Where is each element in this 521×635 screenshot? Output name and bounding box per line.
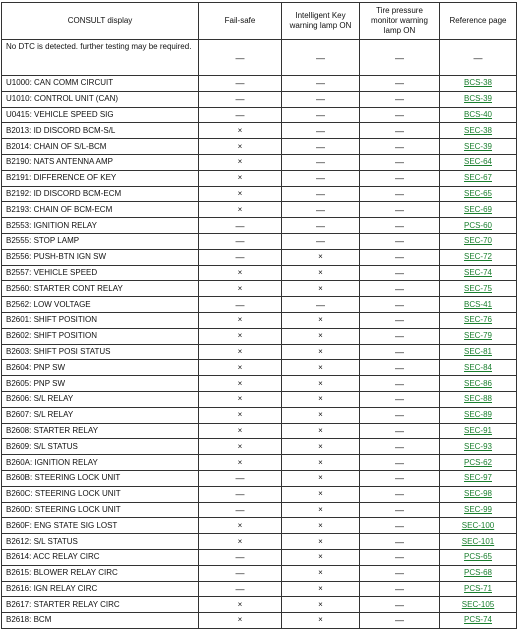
cell-fail-safe: —: [199, 297, 282, 313]
cell-fail-safe: ×: [199, 139, 282, 155]
cell-tire-lamp: —: [360, 470, 440, 486]
cell-fail-safe: ×: [199, 391, 282, 407]
cell-fail-safe: ×: [199, 455, 282, 471]
cell-consult-display: B2612: S/L STATUS: [2, 534, 199, 550]
cell-fail-safe: ×: [199, 344, 282, 360]
cell-reference-page: [440, 328, 517, 344]
cell-fail-safe: —: [199, 233, 282, 249]
cell-consult-display: B2193: CHAIN OF BCM-ECM: [2, 202, 199, 218]
table-row: [2, 518, 517, 534]
cell-key-lamp: ×: [282, 565, 360, 581]
reference-page-link[interactable]: SEC-99: [463, 504, 492, 514]
reference-page-link[interactable]: SEC-89: [463, 410, 492, 420]
reference-page-link[interactable]: SEC-67: [463, 173, 492, 183]
reference-page-link[interactable]: SEC-105: [461, 599, 495, 609]
cell-key-lamp: —: [282, 76, 360, 92]
table-row: [2, 423, 517, 439]
cell-reference-page: [440, 297, 517, 313]
table-row: [2, 470, 517, 486]
cell-key-lamp: ×: [282, 312, 360, 328]
cell-key-lamp: ×: [282, 455, 360, 471]
cell-key-lamp: ×: [282, 597, 360, 613]
cell-tire-lamp: —: [360, 376, 440, 392]
cell-reference-page: [440, 407, 517, 423]
table-row: [2, 549, 517, 565]
reference-page-link[interactable]: SEC-97: [463, 473, 492, 483]
dtc-table-container: [1, 2, 517, 629]
cell-reference-page: [440, 154, 517, 170]
reference-page-link[interactable]: PCS-71: [463, 583, 492, 593]
cell-tire-lamp: —: [360, 218, 440, 234]
cell-consult-display: B2607: S/L RELAY: [2, 407, 199, 423]
cell-tire-lamp: —: [360, 233, 440, 249]
cell-tire-lamp: —: [360, 265, 440, 281]
cell-reference-page: [440, 233, 517, 249]
cell-tire-lamp: —: [360, 613, 440, 629]
table-row: [2, 40, 517, 76]
cell-key-lamp: ×: [282, 486, 360, 502]
cell-reference-page: [440, 391, 517, 407]
cell-tire-lamp: —: [360, 360, 440, 376]
table-row: [2, 344, 517, 360]
reference-page-link[interactable]: SEC-74: [463, 267, 492, 277]
table-row: [2, 391, 517, 407]
reference-page-link[interactable]: PCS-65: [463, 552, 492, 562]
cell-consult-display: B2614: ACC RELAY CIRC: [2, 549, 199, 565]
cell-fail-safe: —: [199, 76, 282, 92]
cell-tire-lamp: —: [360, 107, 440, 123]
cell-fail-safe: —: [199, 486, 282, 502]
cell-consult-display: B2013: ID DISCORD BCM-S/L: [2, 123, 199, 139]
cell-key-lamp: ×: [282, 344, 360, 360]
table-row: [2, 534, 517, 550]
cell-consult-display: B2556: PUSH-BTN IGN SW: [2, 249, 199, 265]
cell-tire-lamp: —: [360, 328, 440, 344]
reference-page-link[interactable]: BCS-39: [463, 94, 492, 104]
table-row: [2, 107, 517, 123]
cell-key-lamp: ×: [282, 518, 360, 534]
cell-reference-page: [440, 312, 517, 328]
cell-reference-page: [440, 470, 517, 486]
table-row: [2, 502, 517, 518]
table-row: [2, 297, 517, 313]
cell-consult-display: B2190: NATS ANTENNA AMP: [2, 154, 199, 170]
reference-page-link[interactable]: SEC-75: [463, 283, 492, 293]
reference-page-link[interactable]: SEC-39: [463, 141, 492, 151]
table-row: [2, 139, 517, 155]
cell-fail-safe: ×: [199, 439, 282, 455]
cell-reference-page: [440, 107, 517, 123]
cell-key-lamp: —: [282, 202, 360, 218]
cell-fail-safe: ×: [199, 376, 282, 392]
cell-reference-page: [440, 534, 517, 550]
cell-tire-lamp: —: [360, 170, 440, 186]
cell-fail-safe: ×: [199, 328, 282, 344]
cell-consult-display: U1000: CAN COMM CIRCUIT: [2, 76, 199, 92]
cell-consult-display: B2192: ID DISCORD BCM-ECM: [2, 186, 199, 202]
cell-consult-display: B2606: S/L RELAY: [2, 391, 199, 407]
header-intelligent-key-lamp: Intelligent Key warning lamp ON: [282, 3, 360, 40]
cell-fail-safe: —: [199, 107, 282, 123]
cell-tire-lamp: —: [360, 186, 440, 202]
cell-tire-lamp: —: [360, 281, 440, 297]
table-row: [2, 581, 517, 597]
cell-fail-safe: ×: [199, 123, 282, 139]
cell-fail-safe: ×: [199, 202, 282, 218]
cell-reference-page: [440, 455, 517, 471]
header-tire-pressure-lamp: Tire pressure monitor warning lamp ON: [360, 3, 440, 40]
cell-reference-page: [440, 486, 517, 502]
cell-tire-lamp: —: [360, 344, 440, 360]
cell-tire-lamp: —: [360, 139, 440, 155]
cell-reference-page: —: [440, 40, 517, 76]
cell-tire-lamp: —: [360, 439, 440, 455]
cell-consult-display: B2014: CHAIN OF S/L-BCM: [2, 139, 199, 155]
cell-fail-safe: —: [199, 565, 282, 581]
table-row: [2, 233, 517, 249]
table-row: [2, 376, 517, 392]
cell-key-lamp: ×: [282, 360, 360, 376]
cell-fail-safe: ×: [199, 423, 282, 439]
cell-tire-lamp: —: [360, 581, 440, 597]
header-consult-display: CONSULT display: [2, 3, 199, 40]
cell-reference-page: [440, 139, 517, 155]
cell-tire-lamp: —: [360, 123, 440, 139]
cell-consult-display: B2604: PNP SW: [2, 360, 199, 376]
cell-tire-lamp: —: [360, 597, 440, 613]
cell-consult-display: No DTC is detected. further testing may be required.: [2, 40, 199, 76]
table-row: [2, 265, 517, 281]
reference-page-link[interactable]: SEC-86: [463, 378, 492, 388]
cell-tire-lamp: —: [360, 297, 440, 313]
cell-consult-display: B2601: SHIFT POSITION: [2, 312, 199, 328]
cell-fail-safe: ×: [199, 186, 282, 202]
table-row: [2, 170, 517, 186]
cell-consult-display: B2560: STARTER CONT RELAY: [2, 281, 199, 297]
cell-consult-display: B2617: STARTER RELAY CIRC: [2, 597, 199, 613]
table-row: [2, 565, 517, 581]
cell-reference-page: [440, 597, 517, 613]
cell-tire-lamp: —: [360, 534, 440, 550]
cell-consult-display: B2608: STARTER RELAY: [2, 423, 199, 439]
cell-reference-page: [440, 423, 517, 439]
cell-key-lamp: ×: [282, 502, 360, 518]
cell-reference-page: [440, 249, 517, 265]
cell-reference-page: [440, 91, 517, 107]
table-row: [2, 218, 517, 234]
reference-page-link[interactable]: SEC-100: [461, 520, 495, 530]
cell-consult-display: U0415: VEHICLE SPEED SIG: [2, 107, 199, 123]
cell-key-lamp: —: [282, 186, 360, 202]
cell-key-lamp: ×: [282, 439, 360, 455]
cell-key-lamp: ×: [282, 549, 360, 565]
cell-tire-lamp: —: [360, 76, 440, 92]
cell-tire-lamp: —: [360, 202, 440, 218]
cell-key-lamp: ×: [282, 249, 360, 265]
reference-page-link[interactable]: BCS-38: [463, 78, 492, 88]
cell-tire-lamp: —: [360, 518, 440, 534]
cell-fail-safe: ×: [199, 360, 282, 376]
cell-consult-display: B2618: BCM: [2, 613, 199, 629]
cell-key-lamp: —: [282, 154, 360, 170]
cell-key-lamp: —: [282, 91, 360, 107]
table-row: [2, 281, 517, 297]
cell-tire-lamp: —: [360, 154, 440, 170]
cell-key-lamp: —: [282, 233, 360, 249]
cell-consult-display: B2609: S/L STATUS: [2, 439, 199, 455]
cell-fail-safe: ×: [199, 518, 282, 534]
reference-page-link[interactable]: SEC-70: [463, 236, 492, 246]
cell-reference-page: [440, 549, 517, 565]
reference-page-link[interactable]: PCS-62: [463, 457, 492, 467]
header-reference-page: Reference page: [440, 3, 517, 40]
reference-page-link[interactable]: SEC-38: [463, 125, 492, 135]
cell-tire-lamp: —: [360, 249, 440, 265]
reference-page-link[interactable]: SEC-98: [463, 489, 492, 499]
header-fail-safe: Fail-safe: [199, 3, 282, 40]
cell-fail-safe: —: [199, 249, 282, 265]
cell-consult-display: B2553: IGNITION RELAY: [2, 218, 199, 234]
table-row: [2, 154, 517, 170]
cell-key-lamp: ×: [282, 613, 360, 629]
cell-key-lamp: ×: [282, 581, 360, 597]
table-row: [2, 597, 517, 613]
cell-consult-display: B2603: SHIFT POSI STATUS: [2, 344, 199, 360]
cell-consult-display: B260F: ENG STATE SIG LOST: [2, 518, 199, 534]
table-header-row: [2, 3, 517, 40]
cell-reference-page: [440, 202, 517, 218]
cell-fail-safe: ×: [199, 312, 282, 328]
cell-consult-display: B2602: SHIFT POSITION: [2, 328, 199, 344]
reference-page-link[interactable]: SEC-65: [463, 188, 492, 198]
table-row: [2, 455, 517, 471]
table-row: [2, 202, 517, 218]
reference-page-link[interactable]: PCS-60: [463, 220, 492, 230]
reference-page-link[interactable]: SEC-79: [463, 331, 492, 341]
table-row: [2, 613, 517, 629]
cell-key-lamp: —: [282, 107, 360, 123]
table-row: [2, 76, 517, 92]
cell-tire-lamp: —: [360, 423, 440, 439]
cell-tire-lamp: —: [360, 565, 440, 581]
cell-consult-display: B2616: IGN RELAY CIRC: [2, 581, 199, 597]
cell-consult-display: B260C: STEERING LOCK UNIT: [2, 486, 199, 502]
cell-fail-safe: ×: [199, 407, 282, 423]
cell-reference-page: [440, 613, 517, 629]
cell-fail-safe: ×: [199, 154, 282, 170]
reference-page-link[interactable]: SEC-88: [463, 394, 492, 404]
cell-reference-page: [440, 76, 517, 92]
cell-fail-safe: ×: [199, 534, 282, 550]
cell-key-lamp: ×: [282, 265, 360, 281]
cell-key-lamp: ×: [282, 376, 360, 392]
cell-fail-safe: —: [199, 218, 282, 234]
cell-key-lamp: ×: [282, 391, 360, 407]
cell-fail-safe: —: [199, 91, 282, 107]
table-row: [2, 439, 517, 455]
cell-tire-lamp: —: [360, 40, 440, 76]
cell-key-lamp: —: [282, 139, 360, 155]
cell-key-lamp: —: [282, 218, 360, 234]
table-row: [2, 486, 517, 502]
cell-reference-page: [440, 265, 517, 281]
cell-fail-safe: ×: [199, 281, 282, 297]
reference-page-link[interactable]: PCS-68: [463, 568, 492, 578]
cell-key-lamp: —: [282, 170, 360, 186]
cell-reference-page: [440, 123, 517, 139]
cell-fail-safe: ×: [199, 170, 282, 186]
cell-key-lamp: ×: [282, 281, 360, 297]
reference-page-link[interactable]: SEC-91: [463, 425, 492, 435]
cell-reference-page: [440, 170, 517, 186]
cell-key-lamp: ×: [282, 328, 360, 344]
cell-tire-lamp: —: [360, 486, 440, 502]
cell-fail-safe: —: [199, 581, 282, 597]
cell-consult-display: B260B: STEERING LOCK UNIT: [2, 470, 199, 486]
cell-consult-display: U1010: CONTROL UNIT (CAN): [2, 91, 199, 107]
reference-page-link[interactable]: SEC-93: [463, 441, 492, 451]
dtc-index-table: [1, 2, 517, 629]
cell-consult-display: B260D: STEERING LOCK UNIT: [2, 502, 199, 518]
cell-key-lamp: ×: [282, 470, 360, 486]
cell-consult-display: B2191: DIFFERENCE OF KEY: [2, 170, 199, 186]
cell-reference-page: [440, 502, 517, 518]
cell-reference-page: [440, 218, 517, 234]
cell-consult-display: B2557: VEHICLE SPEED: [2, 265, 199, 281]
cell-key-lamp: ×: [282, 407, 360, 423]
cell-key-lamp: —: [282, 123, 360, 139]
cell-key-lamp: ×: [282, 423, 360, 439]
cell-consult-display: B2562: LOW VOLTAGE: [2, 297, 199, 313]
cell-fail-safe: ×: [199, 597, 282, 613]
table-body: [2, 40, 517, 629]
cell-tire-lamp: —: [360, 391, 440, 407]
reference-page-link[interactable]: SEC-81: [463, 346, 492, 356]
cell-consult-display: B260A: IGNITION RELAY: [2, 455, 199, 471]
reference-page-link[interactable]: SEC-84: [463, 362, 492, 372]
reference-page-link[interactable]: SEC-101: [461, 536, 495, 546]
table-row: [2, 91, 517, 107]
reference-page-link[interactable]: SEC-69: [463, 204, 492, 214]
table-row: [2, 186, 517, 202]
reference-page-link[interactable]: PCS-74: [463, 615, 492, 625]
cell-reference-page: [440, 439, 517, 455]
table-row: [2, 123, 517, 139]
reference-page-link[interactable]: SEC-64: [463, 157, 492, 167]
cell-consult-display: B2615: BLOWER RELAY CIRC: [2, 565, 199, 581]
cell-reference-page: [440, 344, 517, 360]
reference-page-link[interactable]: SEC-72: [463, 252, 492, 262]
cell-tire-lamp: —: [360, 455, 440, 471]
cell-key-lamp: —: [282, 40, 360, 76]
table-row: [2, 407, 517, 423]
cell-fail-safe: —: [199, 502, 282, 518]
cell-reference-page: [440, 581, 517, 597]
table-row: [2, 249, 517, 265]
cell-fail-safe: —: [199, 40, 282, 76]
cell-consult-display: B2555: STOP LAMP: [2, 233, 199, 249]
cell-key-lamp: —: [282, 297, 360, 313]
cell-reference-page: [440, 281, 517, 297]
cell-reference-page: [440, 186, 517, 202]
cell-consult-display: B2605: PNP SW: [2, 376, 199, 392]
table-row: [2, 360, 517, 376]
cell-fail-safe: ×: [199, 265, 282, 281]
reference-page-link[interactable]: BCS-41: [463, 299, 492, 309]
cell-fail-safe: —: [199, 470, 282, 486]
table-row: [2, 328, 517, 344]
cell-tire-lamp: —: [360, 549, 440, 565]
cell-reference-page: [440, 360, 517, 376]
cell-tire-lamp: —: [360, 312, 440, 328]
cell-key-lamp: ×: [282, 534, 360, 550]
cell-fail-safe: ×: [199, 613, 282, 629]
cell-reference-page: [440, 518, 517, 534]
table-row: [2, 312, 517, 328]
reference-page-link[interactable]: SEC-76: [463, 315, 492, 325]
cell-tire-lamp: —: [360, 502, 440, 518]
cell-fail-safe: —: [199, 549, 282, 565]
cell-tire-lamp: —: [360, 407, 440, 423]
reference-page-link[interactable]: BCS-40: [463, 109, 492, 119]
cell-reference-page: [440, 565, 517, 581]
cell-reference-page: [440, 376, 517, 392]
cell-tire-lamp: —: [360, 91, 440, 107]
